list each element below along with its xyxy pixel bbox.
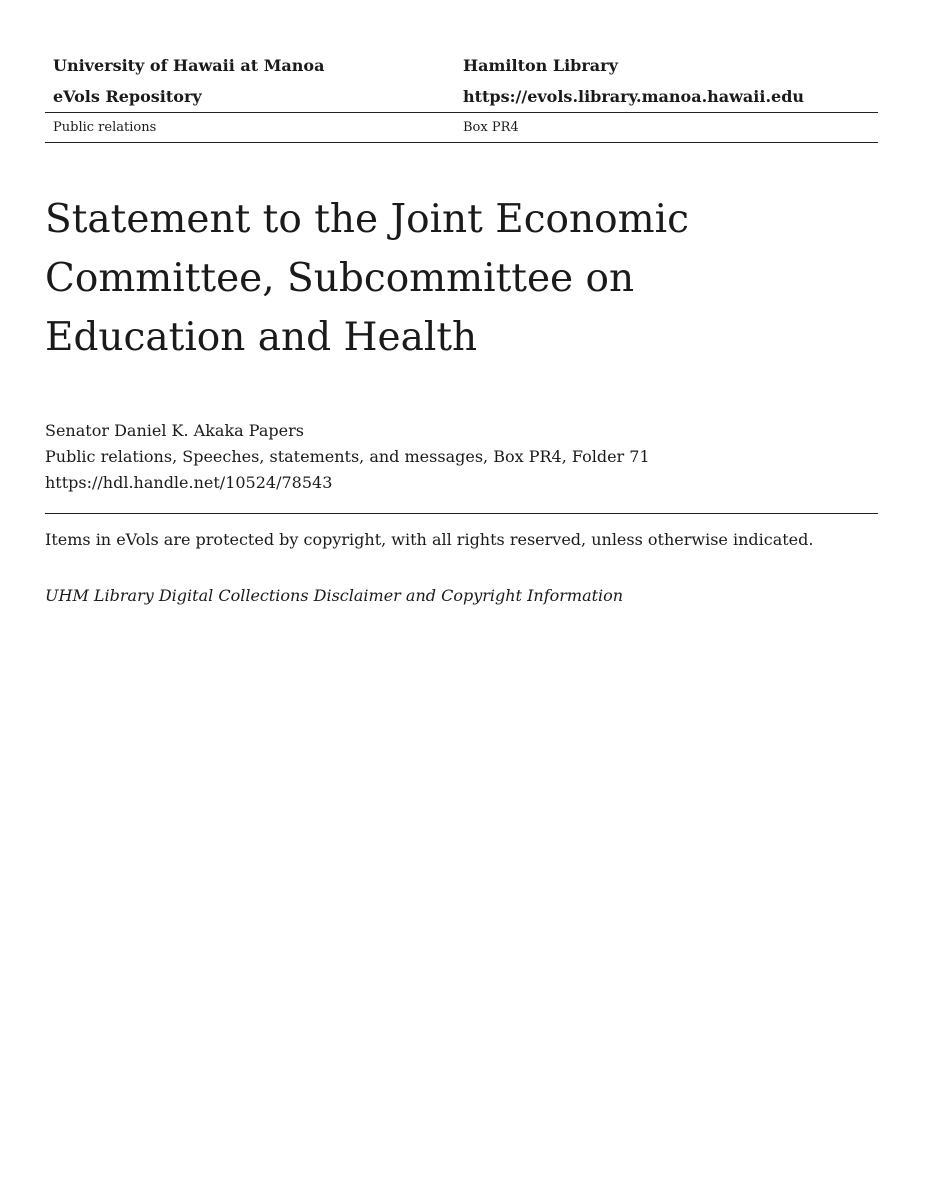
header-row-2 bbox=[45, 81, 878, 113]
repository-name: eVols Repository bbox=[53, 87, 202, 106]
repository-url: https://evols.library.manoa.hawaii.edu bbox=[463, 87, 805, 106]
header-row-1 bbox=[45, 50, 878, 81]
collection-name: Public relations bbox=[53, 120, 157, 135]
title-line-2: Committee, Subcommittee on bbox=[45, 256, 635, 301]
disclaimer-link[interactable]: UHM Library Digital Collections Disclaimer and Copyright Information bbox=[45, 586, 624, 605]
document-metadata bbox=[45, 418, 650, 496]
handle-url: https://hdl.handle.net/10524/78543 bbox=[45, 473, 333, 492]
document-title bbox=[45, 190, 745, 367]
papers-collection: Senator Daniel K. Akaka Papers bbox=[45, 421, 304, 440]
header-table bbox=[45, 50, 878, 143]
title-line-3: Education and Health bbox=[45, 315, 478, 360]
series-info: Public relations, Speeches, statements, and messages, Box PR4, Folder 71 bbox=[45, 447, 650, 466]
copyright-notice: Items in eVols are protected by copyright, with all rights reserved, unless otherwise indicated. bbox=[45, 530, 814, 549]
library-name: Hamilton Library bbox=[463, 56, 618, 75]
title-line-1: Statement to the Joint Economic bbox=[45, 197, 689, 242]
divider bbox=[45, 513, 878, 514]
box-label: Box PR4 bbox=[463, 120, 519, 135]
header-row-3 bbox=[45, 113, 878, 143]
institution-name: University of Hawaii at Manoa bbox=[53, 56, 325, 75]
